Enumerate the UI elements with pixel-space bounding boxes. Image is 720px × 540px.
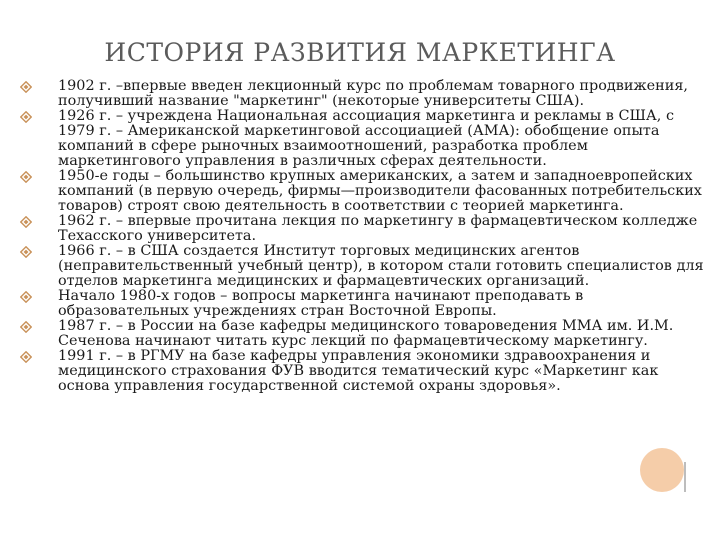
- bullet-text: 1902 г. –впервые введен лекционный курс по проблемам товарного продвижения, получивший название "маркетинг" (некоторые университеты США).: [58, 78, 689, 109]
- diamond-outline-icon: [20, 246, 32, 258]
- bullet-item: [20, 109, 704, 169]
- bullet-item: [20, 289, 704, 319]
- diamond-outline-icon: [20, 351, 32, 363]
- bullet-text: 1987 г. – в России на базе кафедры медицинского товароведения ММА им. И.М. Сеченова начинают читать курс лекций по фармацевтическому маркетингу.: [58, 318, 674, 349]
- decorative-circle: [640, 448, 684, 492]
- diamond-outline-icon: [20, 321, 32, 333]
- bullet-text: 1991 г. – в РГМУ на базе кафедры управления экономики здравоохранения и медицинского страхования ФУВ вводится тематический курс «Маркетинг как основа управления государственной системой охраны здоровья».: [58, 348, 659, 394]
- slide-title: ИСТОРИЯ РАЗВИТИЯ МАРКЕТИНГА: [104, 38, 616, 67]
- bullet-item: [20, 319, 704, 349]
- diamond-outline-icon: [20, 216, 32, 228]
- diamond-outline-icon: [20, 81, 32, 93]
- diamond-outline-icon: [20, 291, 32, 303]
- bullet-item: [20, 214, 704, 244]
- bullet-text: Начало 1980-х годов – вопросы маркетинга начинают преподавать в образовательных учреждениях стран Восточной Европы.: [58, 288, 584, 319]
- bullet-text: 1926 г. – учреждена Национальная ассоциация маркетинга и рекламы в США, с 1979 г. – Американской маркетинговой ассоциацией (АМА): обобщение опыта компаний в сфере рыночных взаимоотношений, разработка проблем маркетингового управления в различных сферах деятельности.: [58, 108, 675, 169]
- bullet-item: [20, 349, 704, 394]
- bullet-list: [20, 79, 704, 394]
- bullet-text: 1962 г. – впервые прочитана лекция по маркетингу в фармацевтическом колледже Техасского университета.: [58, 213, 698, 244]
- bullet-text: 1950-е годы – большинство крупных американских, а затем и западноевропейских компаний (в первую очередь, фирмы—производители фасованных потребительских товаров) строят свою деятельность в соответствии с теорией маркетинга.: [58, 168, 702, 214]
- bullet-item: [20, 244, 704, 289]
- bullet-text: 1966 г. – в США создается Институт торговых медицинских агентов (неправительственный учебный центр), в котором стали готовить специалистов для отделов маркетинга медицинских и фармацевтических организаций.: [58, 243, 704, 289]
- decorative-line: [684, 462, 686, 492]
- bullet-item: [20, 169, 704, 214]
- diamond-outline-icon: [20, 111, 32, 123]
- diamond-outline-icon: [20, 171, 32, 183]
- bullet-item: [20, 79, 704, 109]
